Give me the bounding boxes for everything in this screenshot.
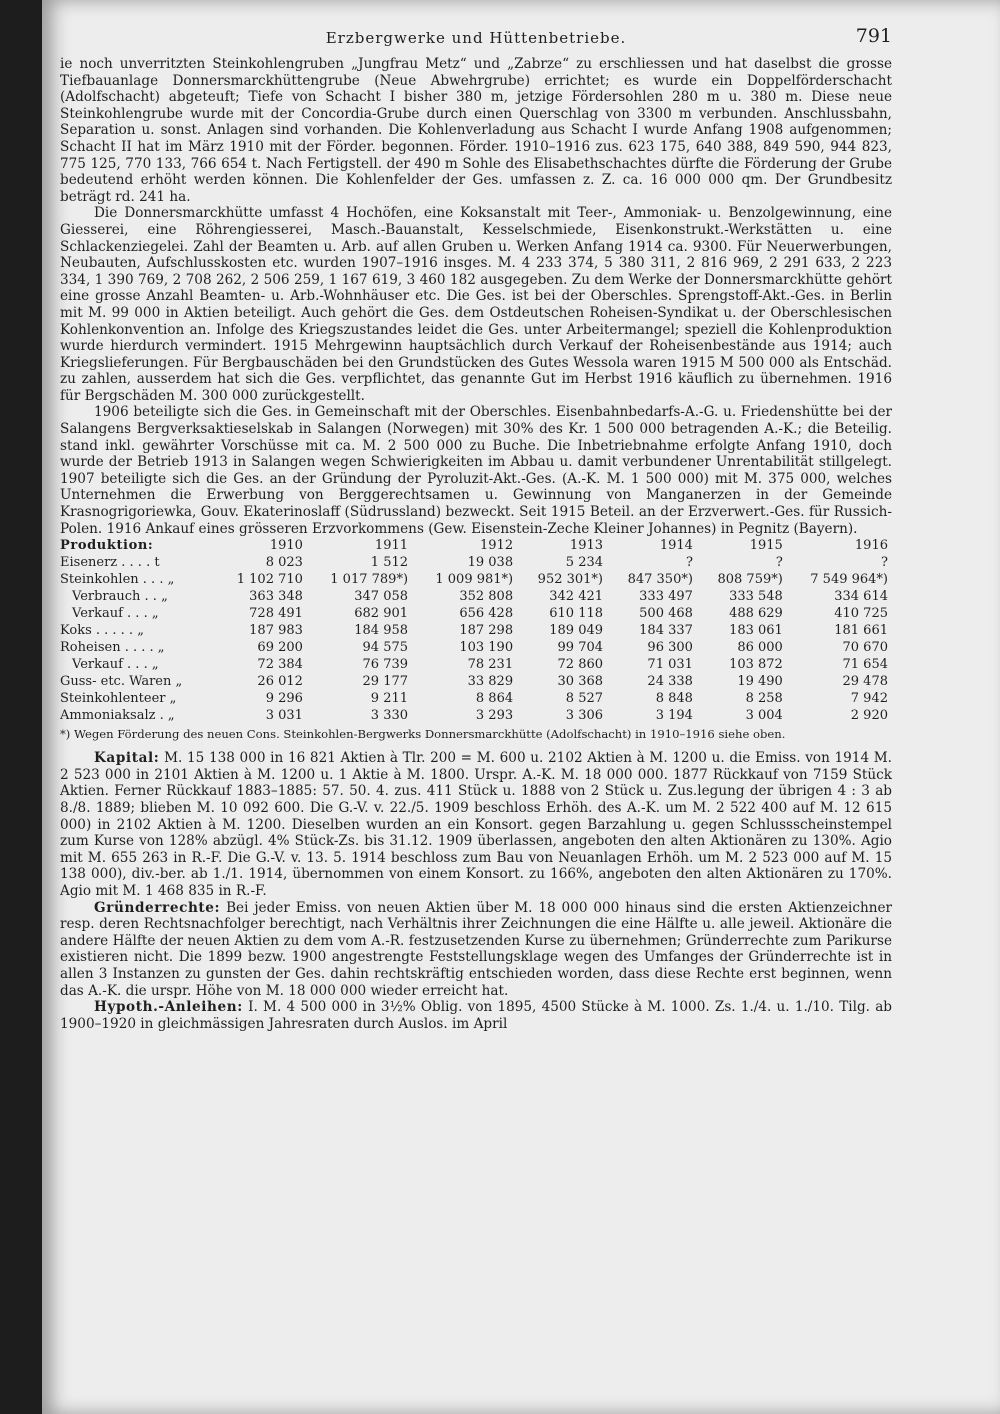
production-row-label: Koks . . . . . „ (60, 623, 144, 639)
gruenderrechte-section (60, 900, 892, 1000)
production-cell: 3 194 (655, 708, 693, 724)
production-header-row (60, 538, 892, 555)
production-row (60, 623, 892, 640)
production-cell: 189 049 (549, 623, 604, 639)
production-row-label: Verkauf . . . „ (72, 657, 159, 673)
production-row-label: Eisenerz . . . . t (60, 555, 160, 571)
production-row (60, 708, 892, 725)
production-cell: 610 118 (549, 606, 604, 622)
gruenderrechte-text: Bei jeder Emiss. von neuen Aktien über M. 18 000 000 hinaus sind die ersten Aktienzeichner resp. deren Rechtsnachfolger berechtigt, nach Verhältnis ihrer Zeichnungen die eine Hälfte u. alle jeweil. Aktionäre die andere Hälfte der neuen Aktien zu dem vom A.-R. festzusetzenden Kurse zu übernehmen; Gründerrechte zum Parikurse existieren nicht. Die 1899 bezw. 1900 angestrengte Feststellungsklage wegen des Umfanges der Gründerrechte ist in allen 3 Instanzen zu gunsten der Ges. dahin rechtskräftig entschieden worden, dass diese Rechte erst beginnen, wenn das A.-K. die urspr. Höhe von M. 18 000 000 wieder erreicht hat. (60, 899, 892, 999)
production-cell: 682 901 (354, 606, 409, 622)
production-cell: 72 384 (257, 657, 303, 673)
production-cell: 29 478 (842, 674, 888, 690)
production-cell: 86 000 (737, 640, 783, 656)
production-cell: 96 300 (647, 640, 693, 656)
production-row (60, 606, 892, 623)
production-cell: 187 983 (249, 623, 303, 639)
production-cell: 94 575 (362, 640, 409, 656)
production-cell: 8 023 (265, 555, 303, 571)
production-cell: 1 017 789*) (330, 572, 409, 588)
year-header: 1915 (749, 538, 783, 554)
production-cell: 3 306 (565, 708, 604, 724)
production-cell: 334 614 (834, 589, 888, 605)
production-cell: 187 298 (459, 623, 514, 639)
production-cell: ? (775, 555, 783, 571)
production-row (60, 657, 892, 674)
production-cell: 3 293 (475, 708, 514, 724)
production-row-label: Guss- etc. Waren „ (60, 674, 183, 690)
production-cell: 9 296 (265, 691, 303, 707)
production-cell: 29 177 (362, 674, 409, 690)
production-cell: 33 829 (467, 674, 514, 690)
production-row (60, 640, 892, 657)
production-table (60, 538, 892, 725)
book-page (42, 0, 1000, 1414)
production-cell: 26 012 (257, 674, 303, 690)
production-cell: 183 061 (729, 623, 783, 639)
production-cell: 342 421 (549, 589, 604, 605)
year-header: 1916 (854, 538, 888, 554)
production-cell: 1 009 981*) (435, 572, 514, 588)
production-cell: 3 031 (265, 708, 303, 724)
paragraph-donnersmarckhuette: Die Donnersmarckhütte umfasst 4 Hochöfen, eine Koksanstalt mit Teer-, Ammoniak- u. Benzolgewinnung, eine Giesserei, eine Röhrengiesserei, Masch.-Bauanstalt, Kesselschmiede, Eisenkonstrukt.-Werkstätten u. eine Schlackenziegelei. Zahl der Beamten u. Arb. auf allen Gruben u. Werken Anfang 1914 ca. 9300. Für Neuerwerbungen, Neubauten, Aufschlusskosten etc. wurden 1907–1916 insges. M. 4 233 374, 5 380 311, 2 816 969, 2 291 633, 2 223 334, 1 390 769, 2 708 262, 2 506 259, 1 167 619, 3 460 182 ausgegeben. Zu dem Werke der Donnersmarckhütte gehört eine grosse Anzahl Beamten- u. Arb.-Wohnhäuser etc. Die Ges. ist bei der Oberschles. Sprengstoff-Akt.-Ges. in Berlin mit M. 99 000 in Aktien beteiligt. Auch gehört die Ges. dem Ostdeutschen Roheisen-Syndikat u. der Oberschlesischen Kohlenkonvention an. Infolge des Kriegszustandes leidet die Ges. unter Arbeitermangel; speziell die Kohlenproduktion wurde hierdurch vermindert. 1915 Mehrgewinn hauptsächlich durch Verkauf der Roheisenbestände aus 1914; auch Kriegslieferungen. Für Bergbauschäden bei den Grundstücken des Gutes Wessola waren 1915 M 500 000 als Entschäd. zu zahlen, ausserdem hat sich die Ges. verpflichtet, das genannte Gut im Herbst 1916 käuflich zu übernehmen. 1916 für Bergschäden M. 300 000 zurückgestellt. (60, 205, 892, 404)
production-row (60, 589, 892, 606)
production-cell: 69 200 (257, 640, 303, 656)
production-cell: 847 350*) (627, 572, 693, 588)
production-title: Produktion: (60, 538, 154, 554)
year-header: 1910 (269, 538, 303, 554)
production-cell: 347 058 (354, 589, 409, 605)
running-head: Erzbergwerke und Hüttenbetriebe. (325, 29, 627, 47)
production-cell: 7 942 (850, 691, 888, 707)
production-cell: 103 872 (729, 657, 783, 673)
production-row (60, 691, 892, 708)
production-cell: 71 031 (647, 657, 693, 673)
production-cell: 500 468 (639, 606, 693, 622)
production-cell: 19 038 (467, 555, 514, 571)
production-cell: 7 549 964*) (810, 572, 888, 588)
production-cell: 24 338 (647, 674, 693, 690)
production-cell: 99 704 (557, 640, 604, 656)
year-header: 1913 (569, 538, 604, 554)
production-row-label: Ammoniaksalz . „ (60, 708, 175, 724)
production-cell: 184 337 (639, 623, 693, 639)
production-cell: 8 864 (475, 691, 514, 707)
production-cell: 2 920 (850, 708, 888, 724)
production-cell: 656 428 (459, 606, 514, 622)
production-cell: 488 629 (729, 606, 783, 622)
production-cell: 19 490 (737, 674, 783, 690)
production-cell: 181 661 (834, 623, 888, 639)
production-row-label: Steinkohlen . . . „ (60, 572, 175, 588)
kapital-text: M. 15 138 000 in 16 821 Aktien à Tlr. 200 = M. 600 u. 2102 Aktien à M. 1200 u. die Emiss. von 1914 M. 2 523 000 in 2101 Aktien à M. 1200 u. 1 Aktie à M. 1800. Urspr. A.-K. M. 18 000 000. 1877 Rückkauf von 7159 Stück Aktien. Ferner Rückkauf 1883–1885: 57. 50. 4. zus. 411 Stück u. 1888 von 2 Stück u. Zus.legung der übrigen 4 : 3 ab 8./8. 1889; blieben M. 10 092 600. Die G.-V. v. 22./5. 1909 beschloss Erhöh. des A.-K. um M. 2 522 400 auf M. 12 615 000) in 2102 Aktien à M. 1200. Dieselben wurden an ein Konsort. gegen Barzahlung u. gegen Schlussscheinstempel zum Kurse von 128% abzügl. 4% Stück-Zs. bis 31.12. 1909 überlassen, angeboten den alten Aktionären zu 130%. Agio mit M. 655 263 in R.-F. Die G.-V. v. 13. 5. 1914 beschloss zum Bau von Neuanlagen Erhöh. um M. 2 523 000 auf M. 15 138 000), div.-ber. ab 1./1. 1914, übernommen von einem Konsort. zu 166%, angeboten den alten Aktionären zu 170%. Agio mit M. 1 468 835 in R.-F. (60, 750, 893, 899)
production-cell: ? (881, 555, 888, 571)
page-header (60, 25, 892, 56)
hypoth-label: Hypoth.-Anleihen: (94, 999, 243, 1016)
production-cell: 184 958 (354, 623, 409, 639)
production-cell: 103 190 (459, 640, 514, 656)
production-cell: 952 301*) (537, 572, 604, 588)
paragraph-mines: ie noch unverritzten Steinkohlengruben „Jungfrau Metz“ und „Zabrze“ zu erschliessen und hat daselbst die grosse Tiefbauanlage Donnersmarckhüttengrube (Neue Abwehrgrube) errichtet; es wurde ein Doppelförderschacht (Adolfschacht) abgeteuft; Tiefe von Schacht I bisher 380 m, jetzige Fördersohlen 280 m u. 380 m. Diese neue Steinkohlengrube wurde mit der Concordia-Grube durch einen Querschlag von 3300 m verbunden. Anschlussbahn, Separation u. sonst. Anlagen sind vorhanden. Die Kohlenverladung aus Schacht I wurde Anfang 1908 aufgenommen; Schacht II hat im März 1910 mit der Förder. begonnen. Förder. 1910–1916 zus. 623 175, 640 388, 849 590, 944 823, 775 125, 770 133, 766 654 t. Nach Fertigstell. der 490 m Sohle des Elisabethschachtes dürfte die Förderung der Grube bedeutend erhöht werden können. Die Kohlenfelder der Ges. umfassen z. Z. ca. 16 000 000 qm. Der Grundbesitz beträgt rd. 241 ha. (60, 56, 892, 205)
paragraph-participations: 1906 beteiligte sich die Ges. in Gemeinschaft mit der Oberschles. Eisenbahnbedarfs-A.-G. u. Friedenshütte bei der Salangens Bergverksaktieselskab in Salangen (Norwegen) mit 30% des Kr. 1 500 000 betragenden A.-K.; die Beteilig. stand inkl. gewährter Vorschüsse mit ca. M. 2 500 000 zu Buche. Die Inbetriebnahme erfolgte Anfang 1910, doch wurde der Betrieb 1913 in Salangen wegen Schwierigkeiten im Abbau u. damit verbundener Unrentabilität stillgelegt. 1907 beteiligte sich die Ges. an der Gründung der Pyroluzit-Akt.-Ges. (A.-K. M. 1 500 000) mit M. 375 000, welches Unternehmen die Erwerbung von Berggerechtsamen u. Gewinnung von Manganerzen in der Gemeinde Krasnogrigoriewka, Gouv. Ekaterinoslaff (Südrussland) bezweckt. Seit 1915 Beteil. an der Erzverwert.-Ges. für Russich-Polen. 1916 Ankauf eines grösseren Erzvorkommens (Gew. Eisenstein-Zeche Kleiner Johannes) in Pegnitz (Bayern). (60, 404, 892, 537)
production-cell: 5 234 (565, 555, 604, 571)
year-header: 1911 (374, 538, 409, 554)
production-cell: 78 231 (467, 657, 514, 673)
production-cell: 8 527 (565, 691, 604, 707)
production-cell: 1 102 710 (236, 572, 303, 588)
production-cell: 3 004 (745, 708, 783, 724)
production-row-label: Steinkohlenteer „ (60, 691, 177, 707)
year-header: 1914 (659, 538, 693, 554)
production-cell: 728 491 (249, 606, 303, 622)
kapital-section (60, 750, 892, 899)
production-cell: 72 860 (557, 657, 604, 673)
production-cell: 3 330 (370, 708, 409, 724)
production-cell: 352 808 (459, 589, 514, 605)
production-cell: 9 211 (370, 691, 409, 707)
page-content (60, 25, 893, 1032)
production-cell: 30 368 (557, 674, 604, 690)
production-body (60, 555, 892, 725)
production-cell: 333 497 (639, 589, 693, 605)
page-number: 791 (855, 25, 892, 47)
hypoth-section (60, 999, 892, 1032)
production-cell: 8 848 (655, 691, 693, 707)
production-cell: 8 258 (745, 691, 783, 707)
production-cell: 410 725 (834, 606, 888, 622)
production-cell: ? (685, 555, 693, 571)
production-row (60, 555, 892, 572)
gruenderrechte-label: Gründerrechte: (94, 899, 221, 916)
production-cell: 76 739 (362, 657, 409, 673)
production-cell: 71 654 (842, 657, 888, 673)
production-cell: 70 670 (842, 640, 888, 656)
production-row-label: Verbrauch . . „ (72, 589, 168, 605)
production-row-label: Roheisen . . . . „ (60, 640, 165, 656)
production-cell: 333 548 (729, 589, 783, 605)
year-header: 1912 (480, 538, 514, 554)
hypoth-text: I. M. 4 500 000 in 3½% Oblig. von 1895, 4500 Stücke à M. 1000. Zs. 1./4. u. 1./10. Tilg. ab 1900–1920 in gleichmässigen Jahresraten durch Auslos. im April (60, 999, 893, 1032)
production-cell: 808 759*) (717, 572, 783, 588)
production-row-label: Verkauf . . . „ (72, 606, 159, 622)
production-footnote: *) Wegen Förderung des neuen Cons. Steinkohlen-Bergwerks Donnersmarckhütte (Adolfschacht) in 1910–1916 siehe oben. (60, 727, 786, 742)
production-row (60, 572, 892, 589)
production-cell: 1 512 (370, 555, 409, 571)
production-cell: 363 348 (249, 589, 303, 605)
production-row (60, 674, 892, 691)
kapital-label: Kapital: (94, 750, 160, 767)
